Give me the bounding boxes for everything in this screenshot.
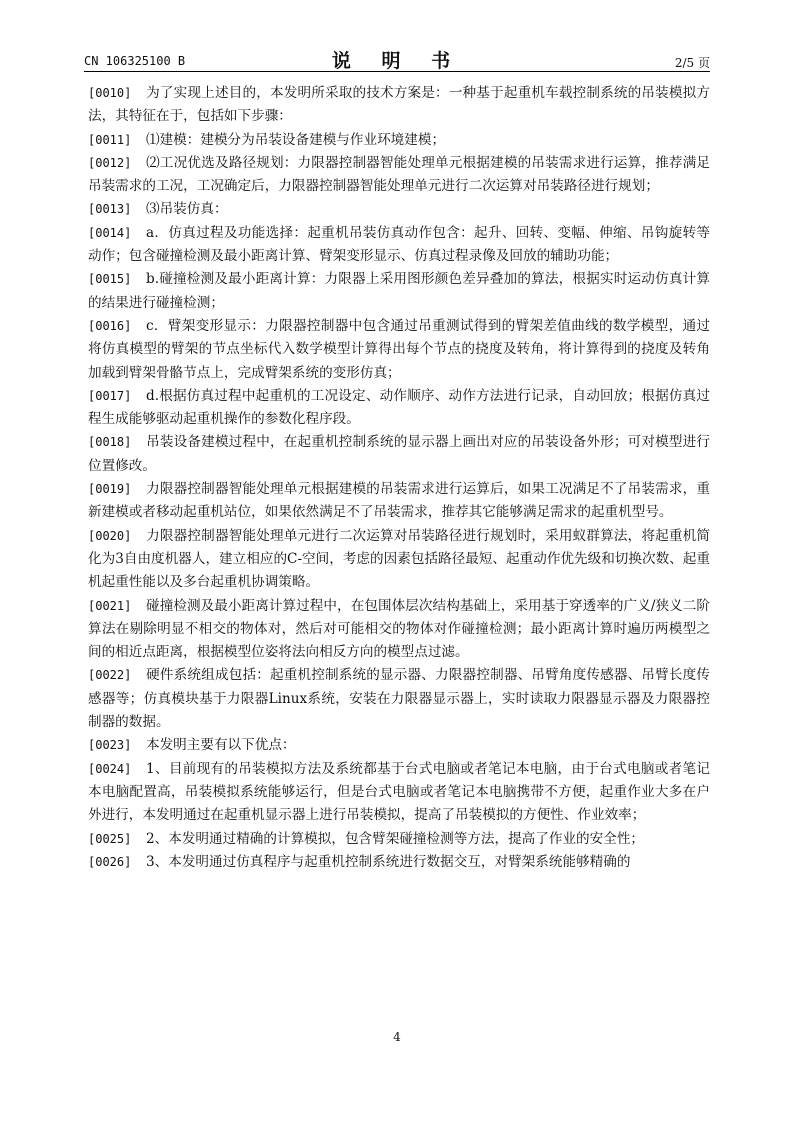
header-divider (84, 71, 710, 72)
paragraph (88, 152, 710, 199)
paragraph (88, 222, 710, 269)
page-header (84, 44, 710, 70)
paragraph (88, 595, 710, 665)
paragraph-text: a．仿真过程及功能选择：起重机吊装仿真动作包含：起升、回转、变幅、伸缩、吊钩旋转等动作；包含碰撞检测及最小距离计算、臂架变形显示、仿真过程录像及回放的辅助功能； (88, 224, 710, 265)
paragraph-text: 本发明主要有以下优点： (146, 737, 296, 754)
paragraph (88, 431, 710, 478)
paragraph-number: [0021] (88, 598, 132, 613)
paragraph-number: [0023] (88, 738, 132, 753)
paragraph-text: 硬件系统组成包括：起重机控制系统的显示器、力限器控制器、吊臂角度传感器、吊臂长度传感器等；仿真模块基于力限器Linux系统，安装在力限器显示器上，实时读取力限器显示器及力限器控制器的数据。 (88, 667, 710, 731)
page-number: 4 (393, 1030, 401, 1044)
paragraph-number: [0010] (88, 86, 132, 100)
paragraph-number: [0026] (88, 854, 132, 869)
paragraph-text: 2、本发明通过精确的计算模拟，包含臂架碰撞检测等方法，提高了作业的安全性； (146, 830, 645, 847)
paragraph-number: [0014] (88, 225, 132, 240)
paragraph (88, 268, 710, 315)
paragraph (88, 828, 710, 851)
paragraph-text: 为了实现上述目的，本发明所采取的技术方案是：一种基于起重机车载控制系统的吊装模拟方法，其特征在于，包括如下步骤： (88, 85, 710, 125)
paragraph-number: [0017] (88, 388, 132, 403)
paragraph (88, 129, 710, 152)
paragraph (88, 525, 710, 595)
paragraph-text: 3、本发明通过仿真程序与起重机控制系统进行数据交互，对臂架系统能够精确的 (146, 853, 631, 870)
paragraph (88, 315, 710, 385)
paragraph-text: 力限器控制器智能处理单元进行二次运算对吊装路径进行规划时，采用蚁群算法，将起重机简化为3自由度机器人，建立相应的C-空间，考虑的因素包括路径最短、起重动作优先级和切换次数、起重机起重性能以及多台起重机协调策略。 (88, 527, 710, 591)
paragraph (88, 851, 710, 874)
paragraph-text: d.根据仿真过程中起重机的工况设定、动作顺序、动作方法进行记录，自动回放；根据仿真过程生成能够驱动起重机操作的参数化程序段。 (88, 387, 710, 428)
paragraph-text: 力限器控制器智能处理单元根据建模的吊装需求进行运算后，如果工况满足不了吊装需求，重新建模或者移动起重机站位，如果依然满足不了吊装需求，推荐其它能够满足需求的起重机型号。 (88, 481, 710, 521)
paragraph (88, 478, 710, 525)
paragraph-text: ⑴建模：建模分为吊装设备建模与作业环境建模； (146, 131, 446, 148)
paragraph (88, 758, 710, 828)
paragraph-number: [0012] (88, 155, 132, 170)
paragraph-text: ⑶吊装仿真： (146, 201, 228, 218)
paragraph (88, 664, 710, 734)
paragraph-number: [0025] (88, 831, 132, 846)
paragraph-text: 碰撞检测及最小距离计算过程中，在包围体层次结构基础上，采用基于穿透率的广义/狭义二阶算法在剔除明显不相交的物体对，然后对可能相交的物体对作碰撞检测；最小距离计算时遍历两模型之间的相近点距离，根据模型位姿将法向相反方向的模型点过滤。 (88, 597, 710, 661)
paragraph-number: [0013] (88, 202, 132, 217)
page-title: 说 明 书 (331, 50, 463, 72)
paragraph-number: [0018] (88, 435, 132, 450)
patent-number: CN 106325100 B (84, 54, 186, 68)
paragraph (88, 734, 710, 757)
paragraph-number: [0015] (88, 272, 132, 287)
paragraph-number: [0011] (88, 132, 132, 147)
paragraph-number: [0019] (88, 482, 132, 497)
paragraph-text: ⑵工况优选及路径规划：力限器控制器智能处理单元根据建模的吊装需求进行运算，推荐满足吊装需求的工况，工况确定后，力限器控制器智能处理单元进行二次运算对吊装路径进行规划； (88, 154, 710, 195)
paragraph (88, 82, 710, 129)
paragraph (88, 198, 710, 221)
paragraph-number: [0016] (88, 318, 132, 333)
paragraph-text: 1、目前现有的吊装模拟方法及系统都基于台式电脑或者笔记本电脑，由于台式电脑或者笔记本电脑配置高，吊装模拟系统能够运行，但是台式电脑或者笔记本电脑携带不方便，起重作业大多在户外进行，本发明通过在起重机显示器上进行吊装模拟，提高了吊装模拟的方便性、作业效率； (88, 760, 710, 824)
page-label: 2/5 页 (674, 56, 710, 70)
paragraph-text: 吊装设备建模过程中，在起重机控制系统的显示器上画出对应的吊装设备外形；可对模型进行位置修改。 (88, 434, 710, 474)
paragraph-number: [0020] (88, 528, 132, 543)
paragraph-number: [0022] (88, 668, 132, 683)
paragraph-number: [0024] (88, 761, 132, 776)
paragraph (88, 385, 710, 432)
document-body (88, 82, 710, 874)
paragraph-text: b.碰撞检测及最小距离计算：力限器上采用图形颜色差异叠加的算法，根据实时运动仿真计算的结果进行碰撞检测； (88, 271, 710, 311)
paragraph-text: c．臂架变形显示：力限器控制器中包含通过吊重测试得到的臂架差值曲线的数学模型，通过将仿真模型的臂架的节点坐标代入数学模型计算得出每个节点的挠度及转角，将计算得到的挠度及转角加载到臂架骨骼节点上，完成臂架系统的变形仿真； (88, 317, 710, 381)
